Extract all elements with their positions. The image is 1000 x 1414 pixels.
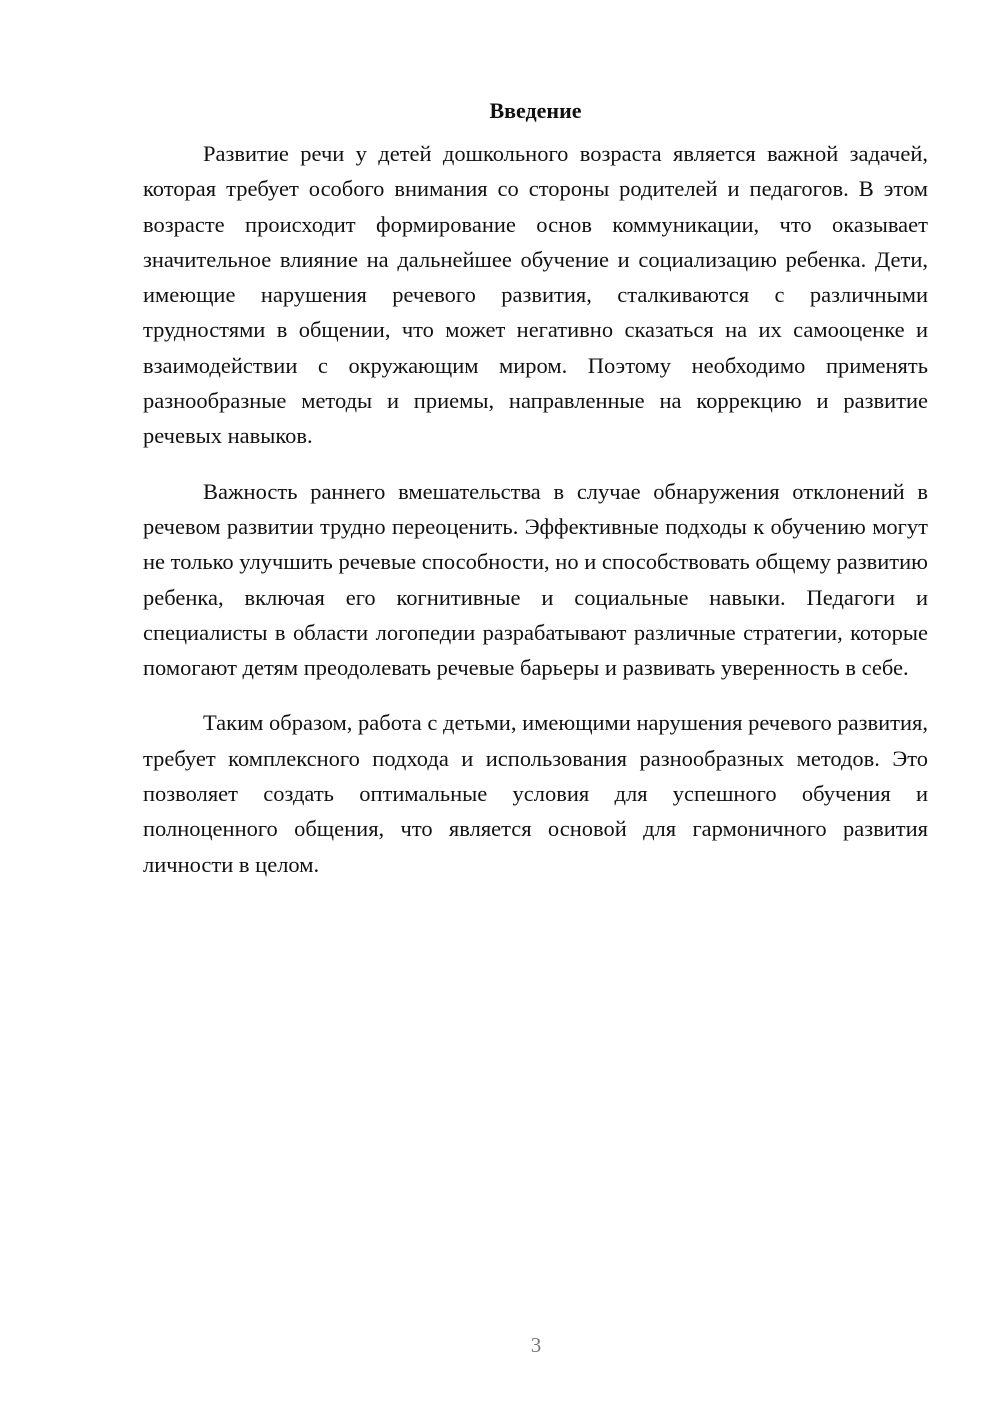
paragraph-3: Таким образом, работа с детьми, имеющими нарушения речевого развития, требует комплексного подхода и использования разнообразных методов. Это позволяет создать оптимальные условия для успешного обучения и полноценного общения, что является основой для гармоничного развития личности в целом.: [143, 710, 928, 877]
page-number: 3: [530, 1333, 542, 1357]
paragraph-2: Важность раннего вмешательства в случае обнаружения отклонений в речевом развитии трудно переоценить. Эффективные подходы к обучению могут не только улучшить речевые способности, но и способствовать общему развитию ребенка, включая его когнитивные и социальные навыки. Педагоги и специалисты в области логопедии разрабатывают различные стратегии, которые помогают детям преодолевать речевые барьеры и развивать уверенность в себе.: [143, 478, 928, 681]
section-title: Введение: [489, 98, 582, 123]
document-body: [143, 94, 928, 882]
paragraph-1: Развитие речи у детей дошкольного возраста является важной задачей, которая требует особого внимания со стороны родителей и педагогов. В этом возрасте происходит формирование основ коммуникации, что оказывает значительное влияние на дальнейшее обучение и социализацию ребенка. Дети, имеющие нарушения речевого развития, сталкиваются с различными трудностями в общении, что может негативно сказаться на их самооценке и взаимодействии с окружающим миром. Поэтому необходимо применять разнообразные методы и приемы, направленные на коррекцию и развитие речевых навыков.: [143, 141, 928, 449]
